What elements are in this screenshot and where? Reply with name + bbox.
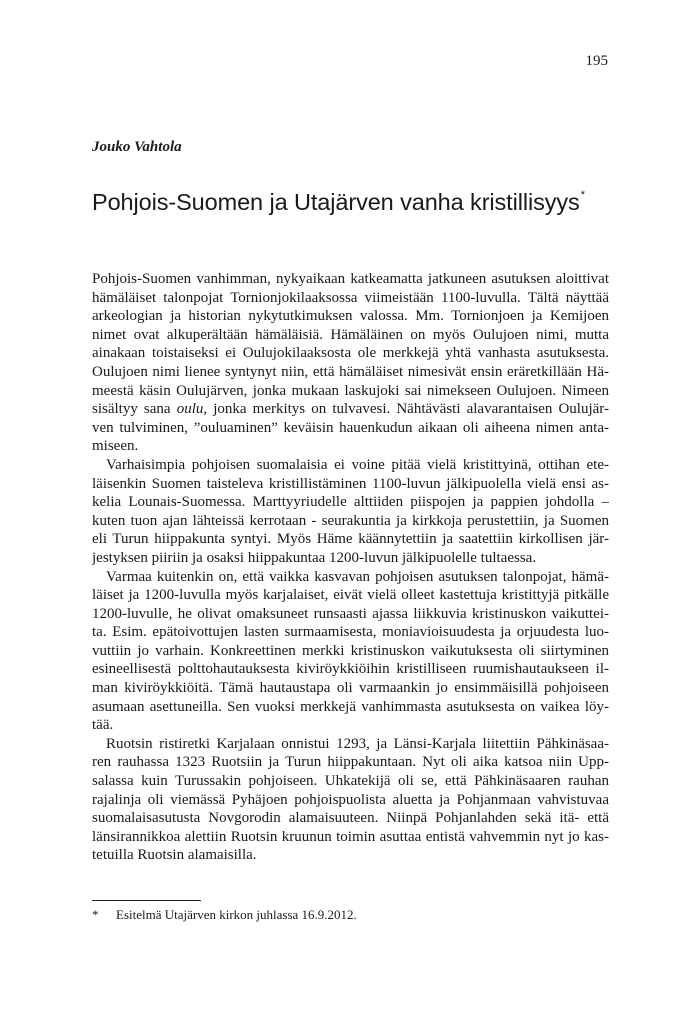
text-line: ainakaan toistaiseksi ei Oulujokilaaksosta ole merkkejä yhtä vanhasta asutuksesta. <box>92 345 609 362</box>
text-line: suomalaisasutusta Novgorodin alamaisuuteen. Niinpä Pohjanlahden sekä itä- että <box>92 810 609 827</box>
text-line: eli Turun hiippakunta syntyi. Myös Häme käännytettiin ja saatettiin kirkollisen jär- <box>92 531 609 548</box>
text-line: ren rauhassa 1323 Ruotsiin ja Turun hiippakuntaan. Nyt oli aika katsoa niin Upp- <box>92 754 609 771</box>
footnote-mark: * <box>92 907 99 922</box>
text-line: kuten tuon ajan lähteissä kerrotaan - seurakuntia ja kirkkoja perustettiin, ja Suomen <box>92 512 609 529</box>
text-line: tetuilla Ruotsin alamaisilla. <box>92 847 257 864</box>
footnote-divider <box>92 900 201 901</box>
footnote-text: Esitelmä Utajärven kirkon juhlassa 16.9.2012. <box>116 907 357 922</box>
text-line: asumaan asettuneilla. Sen vuoksi merkkejä vanhimmasta asutuksesta on vaikea löy- <box>92 698 609 715</box>
text-line: hämäläiset talonpojat Tornionjokilaaksossa viimeistään 1100-luvulla. Tältä näyttää <box>92 289 609 306</box>
text-line: jestyksen piiriin ja osaksi hiippakuntaa 1200-luvun jälkipuolelle tultaessa. <box>92 549 537 566</box>
text-line: läiset ja 1200-luvulla myös karjalaiset, eivät vielä olleet kastettuja kristittyjä pitkälle <box>92 587 609 604</box>
text-line: rajalinja oli viemässä Pyhäjoen pohjoispuolista aluetta ja Pohjanmaan vahvistuvaa <box>92 791 609 808</box>
page-number: 195 <box>585 53 608 69</box>
text-line: arkeologian ja historian nykytutkimuksen valossa. Mm. Tornionjoen ja Kemijoen <box>92 308 609 325</box>
emphasized-word: oulu <box>176 401 204 418</box>
paragraph <box>92 456 609 568</box>
author-name: Jouko Vahtola <box>92 139 182 155</box>
text-line: salassa kuin Turussakin pohjoiseen. Uhkatekijä oli se, että Pähkinäsaaren rauhan <box>92 773 609 790</box>
text-line: Varhaisimpia pohjoisen suomalaisia ei voine pitää vielä kristittyinä, ottihan ete- <box>106 456 609 473</box>
text-line: Oulujoen nimi lienee syntynyt niin, että hämäläiset nimesivät ensin eräretkillään Hä- <box>92 363 609 380</box>
text-line: Varmaa kuitenkin on, että vaikka kasvavan pohjoisen asutuksen talonpojat, hämä- <box>106 568 609 585</box>
article-title <box>92 180 585 217</box>
footnote <box>92 907 357 923</box>
text-line: länsirannikkoa alettiin Ruotsin kruunun toimin asuttaa entistä vahvemmin nyt jo kas- <box>92 828 609 845</box>
paragraph <box>92 735 609 865</box>
text-line: Ruotsin ristiretki Karjalaan onnistui 1293, ja Länsi-Karjala liitettiin Pähkinäsaa- <box>106 735 609 752</box>
text-line: ta. Esim. epätoivottujen lasten surmaamisesta, moniavioisuudesta ja orjuudesta luo- <box>92 624 609 641</box>
text-line: nimet ovat alkuperältään hämäläisiä. Hämäläinen on myös Oulujoen nimi, mutta <box>92 326 609 343</box>
paragraph <box>92 568 609 735</box>
text-line: vuttiin jo varhain. Konkreettinen merkki kristinuskon vaikutuksesta oli siirtyminen <box>92 642 609 659</box>
text-line: miseen. <box>92 438 139 455</box>
title-text: Pohjois-Suomen ja Utajärven vanha kristillisyys <box>92 189 580 215</box>
text-line: meestä käsin Oulujärven, jonka mukaan laskujoki sai nimekseen Oulujoen. Nimeen <box>92 382 609 399</box>
text-line: man kiviröykkiöitä. Tämä hautaustapa oli varmaankin jo ensimmäisillä pohjoiseen <box>92 680 609 697</box>
text-line: Pohjois-Suomen vanhimman, nykyaikaan katkeamatta jatkuneen asutuksen aloittivat <box>92 271 609 287</box>
article-body <box>92 270 609 865</box>
text-line: esineellisestä polttohautauksesta kiviröykkiöihin kristilliseen ruumishautaukseen il- <box>92 661 609 678</box>
text-line: ven tulviminen, ”ouluaminen” keväisin hauenkudun aikaan oli aiheena nimen anta- <box>92 419 609 436</box>
text-line: kelia Lounais-Suomessa. Marttyyriudelle alttiiden piispojen ja pappien johdolla – <box>92 494 609 511</box>
text-line: 1200-luvulle, he olivat omaksuneet runsaasti ajassa liikkuvia kristinuskon vaikuttei- <box>92 605 609 622</box>
text-line: sisältyy sana oulu, jonka merkitys on tulvavesi. Nähtävästi alavarantaisen Oulujär- <box>92 401 609 418</box>
text-line: tää. <box>92 717 114 734</box>
paragraph <box>92 270 609 456</box>
text-line: läisenkin Suomen taisteleva kristillistäminen 1100-luvun jälkipuolella vielä ensi as- <box>92 475 609 492</box>
title-footnote-mark: * <box>580 189 585 201</box>
